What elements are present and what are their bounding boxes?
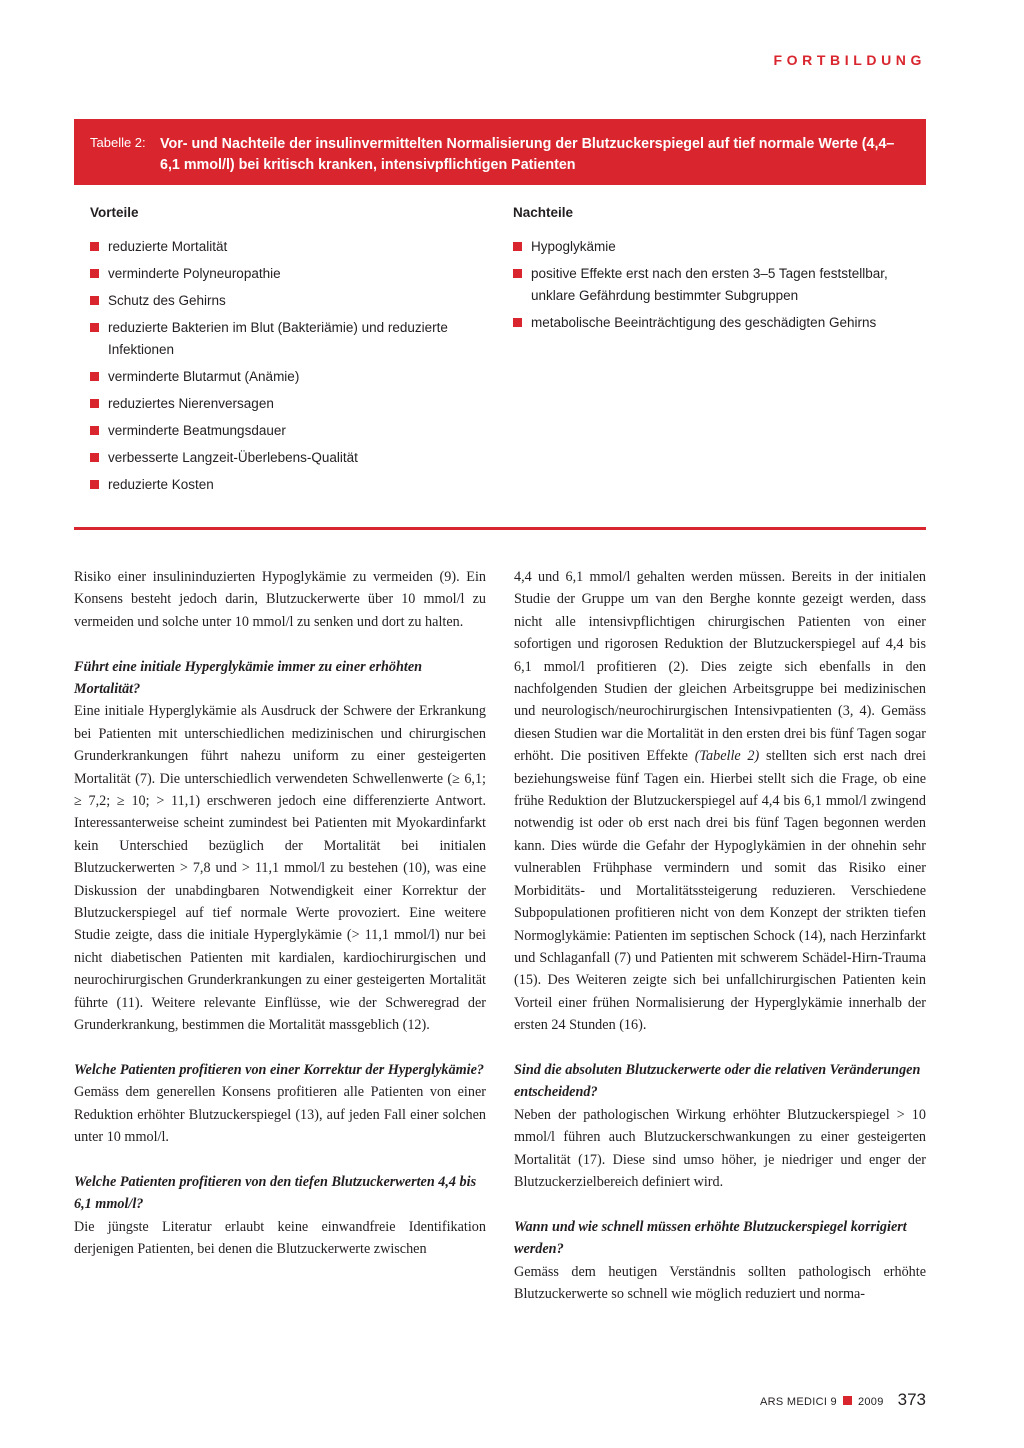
list-item-text: Hypoglykämie	[531, 239, 616, 254]
paragraph: Die jüngste Literatur erlaubt keine einwandfreie Identifikation derjenigen Patienten, bei denen die Blutzuckerwerte zwischen	[74, 1218, 486, 1258]
subheading: Sind die absoluten Blutzuckerwerte oder die relativen Veränderungen entscheidend?	[514, 1061, 921, 1101]
list-item-text: reduzierte Kosten	[108, 477, 214, 492]
table-title: Vor- und Nachteile der insulinvermittelten Normalisierung der Blutzuckerspiegel auf tief normale Werte (4,4–6,1 mmol/l) bei kritisch kranken, intensivpflichtigen Patienten	[160, 136, 895, 173]
paragraph: Neben der pathologischen Wirkung erhöhter Blutzuckerspiegel > 10 mmol/l führen auch Blutzuckerschwankungen zu einer gesteigerten Mortalität (17). Diese sind umso höher, je niedriger und enger der Blutzuckerzielbereich definiert wird.	[514, 1106, 926, 1190]
subheading: Welche Patienten profitieren von den tiefen Blutzuckerwerten 4,4 bis 6,1 mmol/l?	[74, 1173, 477, 1213]
paragraph-text: stellten sich erst nach drei beziehungsweise fünf Tagen ein. Hierbei stellt sich die Frage, ob eine frühe Reduktion der Blutzuckerspiegel auf 4,4 bis 6,1 mmol/l zwingend notwendig ist oder ob erst nach drei bis fünf Tagen begonnen werden kann. Dies würde die Gefahr der Hypoglykämien in der ohnehin sehr vulnerablen Frühphase vermindern und somit das Risiko einer Morbiditäts- und Mortalitätssteigerung reduzieren. Verschiedene Subpopulationen profitieren nicht von dem Konzept der strikten tiefen Normoglykämie: Patienten im septischen Schock (14), nach Herzinfarkt und Schlaganfall (7) und Patienten mit schwerem Schädel-Hirn-Trauma (15). Des Weiteren zeigte sich bei unfallchirurgischen Patienten kein Vorteil einer frühen Normalisierung der Hyperglykämie innerhalb der ersten 24 Stunden (16).	[514, 748, 927, 1034]
left-column	[74, 566, 486, 1261]
list-item-text: verbesserte Langzeit-Überlebens-Qualität	[108, 450, 358, 465]
list-item-text: Schutz des Gehirns	[108, 293, 226, 308]
list-item	[90, 290, 470, 312]
square-bullet-icon	[513, 269, 522, 278]
square-separator-icon	[843, 1396, 852, 1405]
square-bullet-icon	[513, 242, 522, 251]
list-item-text: verminderte Beatmungsdauer	[108, 423, 286, 438]
list-item-text: verminderte Polyneuropathie	[108, 266, 281, 281]
square-bullet-icon	[90, 372, 99, 381]
page-footer	[760, 1390, 926, 1410]
paragraph	[514, 566, 926, 1037]
advantages-heading: Vorteile	[90, 205, 139, 220]
square-bullet-icon	[90, 453, 99, 462]
disadvantages-list	[513, 236, 926, 339]
subheading: Wann und wie schnell müssen erhöhte Blutzuckerspiegel korrigiert werden?	[514, 1218, 907, 1258]
disadvantages-heading: Nachteile	[513, 205, 574, 220]
paragraph: Gemäss dem generellen Konsens profitieren alle Patienten von einer Reduktion erhöhter Blutzuckerspiegel (13), auf jeden Fall einer solchen unter 10 mmol/l.	[74, 1084, 486, 1146]
section-label: FORTBILDUNG	[773, 52, 926, 68]
square-bullet-icon	[90, 296, 99, 305]
page-number: 373	[897, 1390, 926, 1409]
paragraph: Gemäss dem heutigen Verständnis sollten pathologisch erhöhte Blutzuckerwerte so schnell wie möglich reduziert und norma-	[514, 1263, 926, 1302]
list-item	[513, 236, 926, 258]
right-column	[514, 566, 926, 1305]
list-item	[90, 474, 470, 496]
paragraph: Eine initiale Hyperglykämie als Ausdruck der Schwere der Erkrankung bei Patienten mit unterschiedlichen medizinischen und chirurgischen Grunderkrankungen führt nahezu uniform zu einer gesteigerten Mortalität (7). Die unterschiedlich verwendeten Schwellenwerte (≥ 6,1; ≥ 7,2; ≥ 10; > 11,1) erschweren jedoch eine differenzierte Antwort. Interessanterweise scheint zumindest bei Patienten mit Myokardinfarkt kein Unterschied bezüglich der Mortalität bei initialen Blutzuckerwerten > 7,8 und > 11,1 mmol/l zu bestehen (10), was eine Diskussion der unabdingbaren Notwendigkeit einer Korrektur der Blutzuckerspiegel auf tief normale Werte provoziert. Eine weitere Studie zeigte, dass die initiale Hyperglykämie (> 11,1 mmol/l) nur bei nicht diabetischen Patienten mit kardialen, kardiochirurgischen und neurochirurgischen Grunderkrankungen zu einer gesteigerten Mortalität führte (11). Weitere relevante Einflüsse, wie der Schweregrad der Grunderkrankung, bestimmen die Mortalität massgeblich (12).	[74, 703, 486, 1034]
list-item	[90, 420, 470, 442]
table-label: Tabelle 2:	[90, 135, 146, 150]
list-item-text: reduzierte Mortalität	[108, 239, 228, 254]
table-reference: (Tabelle 2)	[694, 748, 760, 765]
list-item-text: positive Effekte erst nach den ersten 3–5 Tagen feststellbar, unklare Gefährdung bestimmter Subgruppen	[531, 266, 888, 303]
subheading: Führt eine initiale Hyperglykämie immer zu einer erhöhten Mortalität?	[74, 658, 423, 698]
square-bullet-icon	[90, 399, 99, 408]
paragraph-text: 4,4 und 6,1 mmol/l gehalten werden müssen. Bereits in der initialen Studie der Gruppe um van den Berghe konnte gezeigt werden, dass nicht alle intensivpflichtigen chirurgischen Patienten von einer sofortigen und rigorosen Reduktion der Blutzuckerspiegel auf 4,4 bis 6,1 mmol/l profitieren (2). Dies zeigte sich ebenfalls in den nachfolgenden Studien der gleichen Arbeitsgruppe bei medizinischen und neurologisch/neurochirurgischen Intensivpatienten (3, 4). Gemäss diesen Studien war die Mortalität in den ersten drei bis fünf Tagen sogar erhöht. Die positiven Effekte	[514, 569, 926, 765]
list-item	[90, 393, 470, 415]
list-item-text: metabolische Beeinträchtigung des geschädigten Gehirns	[531, 315, 877, 330]
square-bullet-icon	[90, 480, 99, 489]
square-bullet-icon	[513, 318, 522, 327]
square-bullet-icon	[90, 426, 99, 435]
table-bottom-rule	[74, 527, 926, 530]
table-header	[74, 119, 926, 185]
list-item-text: reduziertes Nierenversagen	[108, 396, 274, 411]
list-item	[90, 263, 470, 285]
subheading: Welche Patienten profitieren von einer Korrektur der Hyperglykämie?	[74, 1061, 484, 1078]
list-item	[90, 236, 470, 258]
advantages-list	[90, 236, 470, 501]
list-item	[90, 366, 470, 388]
list-item	[90, 447, 470, 469]
journal-name: ARS MEDICI 9	[760, 1396, 837, 1408]
issue-year: 2009	[857, 1396, 884, 1408]
square-bullet-icon	[90, 242, 99, 251]
list-item-text: reduzierte Bakterien im Blut (Bakteriämie) und reduzierte Infektionen	[108, 320, 448, 357]
square-bullet-icon	[90, 269, 99, 278]
list-item	[90, 317, 470, 361]
list-item-text: verminderte Blutarmut (Anämie)	[108, 369, 300, 384]
square-bullet-icon	[90, 323, 99, 332]
list-item	[513, 312, 926, 334]
paragraph: Risiko einer insulininduzierten Hypoglykämie zu vermeiden (9). Ein Konsens besteht jedoch darin, Blutzuckerwerte über 10 mmol/l zu vermeiden und solche unter 10 mmol/l zu senken und dort zu halten.	[74, 569, 486, 630]
list-item	[513, 263, 926, 307]
